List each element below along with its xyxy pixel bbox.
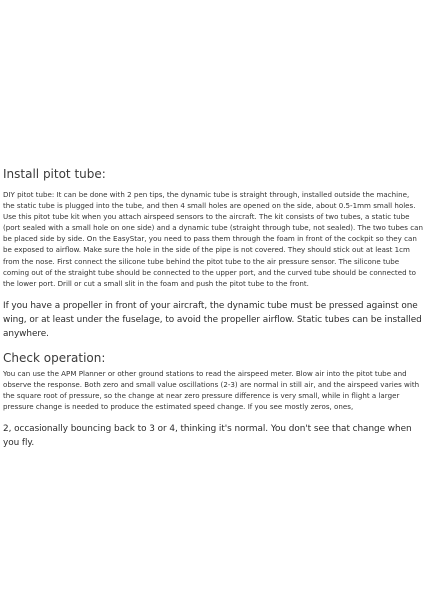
check-operation-paragraph: You can use the APM Planner or other ground stations to read the airspeed meter. Blow air into the pitot tube and observe the response. Both zero and small value oscillations (2-3) are normal in still air, and the airspeed varies with the square root of pressure, so the change at near zero pressure difference is very small, while in flight a larger pressure change is needed to produce the estimated speed change. If you see mostly zeros, ones, [3,369,420,412]
section-heading-check-operation: Check operation: [3,351,106,365]
check-operation-note-paragraph: 2, occasionally bouncing back to 3 or 4, thinking it's normal. You don't see that change when you fly. [3,424,412,448]
section-heading-install-pitot-tube: Install pitot tube: [3,167,106,181]
install-instructions-paragraph: DIY pitot tube: It can be done with 2 pen tips, the dynamic tube is straight through, installed outside the machine, the static tube is plugged into the tube, and then 4 small holes are opened on the side, about 0.5-1mm small holes. Use this pitot tube kit when you attach airspeed sensors to the aircraft. The kit consists of two tubes, a static tube (port sealed with a small hole on one side) and a dynamic tube (straight through tube, not sealed). The two tubes can be placed side by side. On the EasyStar, you need to pass them through the foam in front of the cockpit so they can be exposed to airflow. Make sure the hole in the side of the pipe is not covered. They should stick out at least 1cm from the nose. First connect the silicone tube behind the pitot tube to the air pressure sensor. The silicone tube coming out of the straight tube should be connected to the upper port, and the curved tube should be connected to the lower port. Drill or cut a small slit in the foam and push the pitot tube to the front. [3,190,423,288]
propeller-note-paragraph: If you have a propeller in front of your aircraft, the dynamic tube must be pressed against one wing, or at least under the fuselage, to avoid the propeller airflow. Static tubes can be installed anywhere. [3,301,422,339]
